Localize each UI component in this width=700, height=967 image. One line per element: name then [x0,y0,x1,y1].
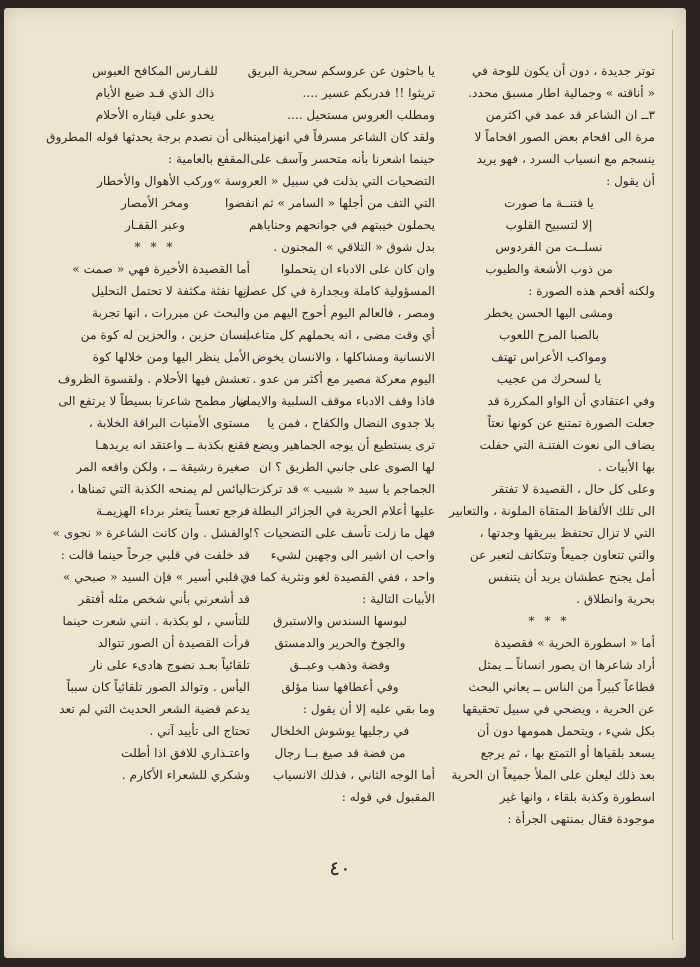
text-line: بحرية وانطلاق . [576,592,655,606]
text-line: انها نفثة مكثفة لا تحتمل التحليل [91,284,250,298]
text-line: يدعم قضية الشعر الحديث التي لم تعد [59,702,250,716]
text-line: المسؤولية كاملة وبجدارة في كل عصر [243,284,435,298]
verse-line: بالصبا المرح اللعوب [498,328,600,342]
verse-line: يا فتنــة ما صورت [504,196,594,210]
verse-line: ومخر الأمصار [121,196,189,210]
verse-line: يحدو على قيثاره الأحلام [95,108,215,122]
text-line: أي وقت مضى ، انه يحملهم كل متاعب [242,328,435,342]
text-line: « أناقته » وجمالية اطار مسبق محدد. [468,86,655,100]
verse-line: إلا لتسبيح القلوب [505,218,593,232]
text-line: اليأس . وتوالد الصور تلقائياً كان سبباً [66,680,250,694]
page-number: ٤٠ [329,856,351,880]
text-line: والبحث عن مبررات ، انها تجربة [91,306,250,320]
text-line: مرة الى اقحام بعض الصور اقحاماً لا [474,130,655,144]
text-line: والفشل . وان كانت الشاعرة « نجوى » [52,526,250,540]
text-line: قد أشعرني بأني شخص مثله أفتقر [78,592,250,606]
text-line: تلقائياً بعـد نضوج هادىء على نار [89,658,250,672]
text-line: اليائس لم يمنحه الكذبة التي تمناها ، [70,482,250,496]
text-line: بدل شوق « التلاقي » المجنون . [273,240,435,254]
text-line: ولكنه أقحم هذه الصورة : [528,284,655,298]
text-line: أن يقول : [606,174,655,188]
text-line: للتأسي ، لو بكذبة . انني شعرت حينما [62,614,250,628]
text-line: أما الوجه الثاني ، فذلك الانسياب [272,768,435,782]
text-line: بكل شيء ، ويتحمل همومها دون أن [477,724,655,738]
verse-line: يا لسحرك من عجيب [496,372,602,386]
text-line: فاذا وقف الادباء موقف السلبية والايمان [237,394,435,408]
text-line: الأمل ينظر اليها ومن خلالها كوة [92,350,250,364]
text-line: الانسانية ومشاكلها ، والانسان يخوض [252,350,435,364]
text-line: وفي اعتقادي أن الواو المكررة قد [487,394,655,408]
text-line: أما القصيدة الأخيرة فهي « صمت » [72,262,250,276]
verse-line: من فضة قد صيغ بــا رجال [274,746,406,760]
text-line: ترى يستطيع أن يوجه الجماهير ويضع [252,438,435,452]
text-line: بلا جدوى النضال والكفاح ، فمن يا [267,416,435,430]
verse-line: وركب الأهوال والأخطار [97,174,213,188]
text-line: « قلبي أسير » فإن السيد « صبحي » [62,570,250,584]
text-line: صار مطمح شاعرنا بسيطاً لا يرتفع الى [58,394,250,408]
text-line: عن الحرية ، ويضحي في سبيل تحقيقها [462,702,655,716]
text-line: أراد شاعرها ان يصور انساناً ــ يمثل [478,658,655,672]
text-line: قد خلفت في قلبي جرحاً حينما قالت : [60,548,250,562]
text-line: ٣ــ ان الشاعر قد عمد في اكثرمن [485,108,655,122]
text-line: تعشش فيها الأحلام . ولقسوة الظروف [57,372,250,386]
verse-line: ومشى اليها الحسن يخطر [484,306,614,320]
text-line: ومطلب العروس مستحيل .... [287,108,435,122]
text-line: لها الصوى على جانبي الطريق ؟ ان [259,460,435,474]
text-line: وعلى كل حال ، القصيدة لا تفتقر [491,482,655,496]
section-divider: * * * [134,240,176,254]
text-line: ومصر ، فالعالم اليوم أحوج اليهم من [253,306,435,320]
verse-line: ومواكب الأعراس تهتف [491,350,607,364]
verse-line: في رجليها يوشوش الخلخال [270,724,410,738]
text-line: أما « اسطورة الحرية » فقصيدة [494,636,655,650]
text-line: الى تلك الألفاظ المتقاة الملونة ، والتعابير [449,504,655,518]
text-line: بعد ذلك ليعلن على الملأ جميعاً ان الحرية [451,768,655,782]
text-line: موجودة فقال بمنتهى الجرأة : [507,812,655,826]
text-line: فهل ما زلت تأسف على التضحيات ؟! [248,526,435,540]
verse-line: من ذوب الأشعة والطيوب [485,262,613,276]
text-line: التي التف من أجلها « السامر » ثم انفضوا [225,196,435,210]
verse-line: ذاك الذي قـد ضيع الأيام [95,86,215,100]
text-line: تريثوا !! فدربكم عسير .... [302,86,435,100]
text-line: اسطورة وكذبة بلقاء ، وانها غير [499,790,655,804]
text-line: واحد ، ففي القصيدة لغو ونثرية كما في [240,570,435,584]
text-line: يسعد بلقياها أو التمتع بها ، ثم يرجع [480,746,655,760]
verse-line: لبوسها السندس والاستبرق [273,614,407,628]
text-line: حينما اشعرنا بأنه متحسر وآسف على [250,152,435,166]
text-line: بها الأبيات . [598,460,655,474]
text-line: عليها أعلام الحرية في الجزائر البطلة ، [243,504,435,518]
text-line: الى أن نصدم برجة يحدثها قوله المطروق [46,130,250,144]
verse-line: وفضة وذهب وعبــق [289,658,391,672]
text-line: يضاف الى نعوت الفتنـة التي حفلت [479,438,655,452]
text-column-left [46,60,250,786]
verse-line: نسلــت من الفردوس [495,240,603,254]
text-line: قرأت القصيدة أن الصور تتوالد [97,636,250,650]
text-line: التي لا تزال تحتفظ ببريقها وجدتها ، [479,526,655,540]
text-line: المقبول في قوله : [341,790,435,804]
text-line: مستوى الأمنيات البراقة الخلابة ، [88,416,250,430]
page-margin-line [672,30,673,940]
text-line: واحب ان اشير الى وجهين لشيء [270,548,435,562]
text-line: ينسجم مع انسياب السرد ، فهو يريد [476,152,655,166]
verse-line: وعبر القفـار [124,218,186,232]
text-line: وشكري للشعراء الأكارم . [121,768,250,782]
text-line: وما بقي عليه إلا أن يقول : [302,702,435,716]
text-line: تحتاج الى تأييد آني . [149,724,250,738]
text-line: فقنع بكذبة ــ واعتقد انه يريدهـا [95,438,250,452]
section-divider: * * * [528,614,570,628]
text-line: يحملون خيبتهم في جوانحهم وحناياهم [248,218,435,232]
text-line: التضحيات التي بذلت في سبيل « العروسة » [213,174,435,188]
text-line: والتي تتعاون جميعاً وتتكاتف لتعبر عن [469,548,655,562]
text-column-right [443,60,655,830]
text-line: واعتـذاري للافق اذا أطلت [121,746,250,760]
text-line: فرجع تعساً يتعثر برداء الهزيمـة [96,504,250,518]
text-line: يا باحثون عن عروسكم سحرية البريق [247,64,435,78]
text-line: انسان حزين ، والحزين له كوة من [80,328,250,342]
text-line: الأبيات التالية : [362,592,435,606]
text-column-middle [213,60,435,808]
text-line: ولقد كان الشاعر مسرفاً في انهزاميته [246,130,435,144]
verse-line: وفي أعطافها سنا مؤلق [281,680,399,694]
text-line: الجماجم يا سيد « شبيب » قد تركزت [248,482,435,496]
text-line: وان كان على الادباء ان يتحملوا [280,262,435,276]
text-line: أمل يجنح عطشان يريد أن يتنفس [488,570,655,584]
text-line: قطاعاً كبيراً من الناس ــ يعاني البحث [468,680,655,694]
text-line: جعلت الصورة تمتنع عن كونها نعتاً [487,416,655,430]
verse-line: والجوخ والحرير والدمستق [274,636,406,650]
text-line: اليوم معركة مصير مع أكثر من عدو . [252,372,435,386]
verse-line: للفـارس المكافح العبوس [92,64,218,78]
text-line: صغيرة رشيقة ــ ، ولكن واقعه المر [76,460,250,474]
text-line: توتر جديدة ، دون أن يكون للوحة في [471,64,655,78]
text-line: المقفع بالعامية : [168,152,250,166]
